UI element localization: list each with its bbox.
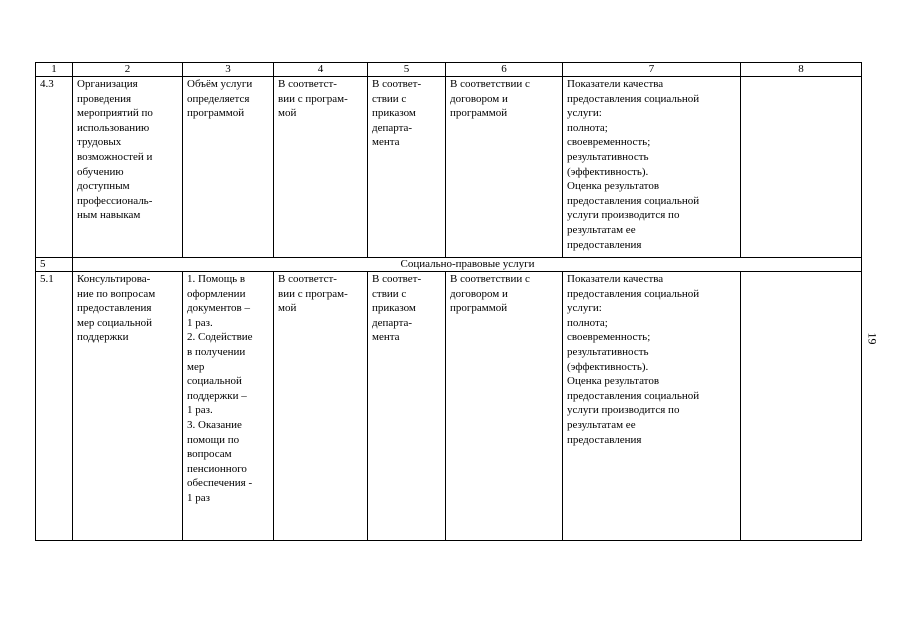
column-header: 2 bbox=[73, 63, 183, 77]
service-order: В соответ- ствии с приказом департа- мента bbox=[368, 77, 446, 258]
column-header: 8 bbox=[741, 63, 862, 77]
page-number: 19 bbox=[865, 332, 880, 345]
service-quality: Показатели качества предоставления социальной услуги: полнота; своевременность; результативность (эффективность). Оценка результатов предоставления социальной услуги производится по результатам ее предоставления bbox=[563, 272, 741, 541]
services-table bbox=[35, 62, 862, 541]
row-number: 5.1 bbox=[36, 272, 73, 541]
service-quality: Показатели качества предоставления социальной услуги: полнота; своевременность; результативность (эффективность). Оценка результатов предоставления социальной услуги производится по результатам ее предоставления bbox=[563, 77, 741, 258]
column-number-row bbox=[36, 63, 862, 77]
table-row bbox=[36, 272, 862, 541]
column-header: 3 bbox=[183, 63, 274, 77]
column-header: 7 bbox=[563, 63, 741, 77]
service-period: В соответст- вии с програм- мой bbox=[274, 77, 368, 258]
table-row bbox=[36, 77, 862, 258]
section-title: Социально-правовые услуги bbox=[73, 258, 862, 272]
section-row bbox=[36, 258, 862, 272]
service-order: В соответ- ствии с приказом департа- мента bbox=[368, 272, 446, 541]
column-header: 4 bbox=[274, 63, 368, 77]
empty-cell bbox=[741, 272, 862, 541]
service-conditions: В соответствии с договором и программой bbox=[446, 272, 563, 541]
service-volume: 1. Помощь в оформлении документов – 1 раз. 2. Содействие в получении мер социальной поддержки – 1 раз. 3. Оказание помощи по вопросам пенсионного обеспечения - 1 раз bbox=[183, 272, 274, 541]
service-name: Организация проведения мероприятий по использованию трудовых возможностей и обучению доступным профессиональ- ным навыкам bbox=[73, 77, 183, 258]
column-header: 1 bbox=[36, 63, 73, 77]
empty-cell bbox=[741, 77, 862, 258]
section-number: 5 bbox=[36, 258, 73, 272]
service-name: Консультирова- ние по вопросам предоставления мер социальной поддержки bbox=[73, 272, 183, 541]
service-period: В соответст- вии с програм- мой bbox=[274, 272, 368, 541]
service-volume: Объём услуги определяется программой bbox=[183, 77, 274, 258]
service-conditions: В соответствии с договором и программой bbox=[446, 77, 563, 258]
column-header: 6 bbox=[446, 63, 563, 77]
column-header: 5 bbox=[368, 63, 446, 77]
row-number: 4.3 bbox=[36, 77, 73, 258]
